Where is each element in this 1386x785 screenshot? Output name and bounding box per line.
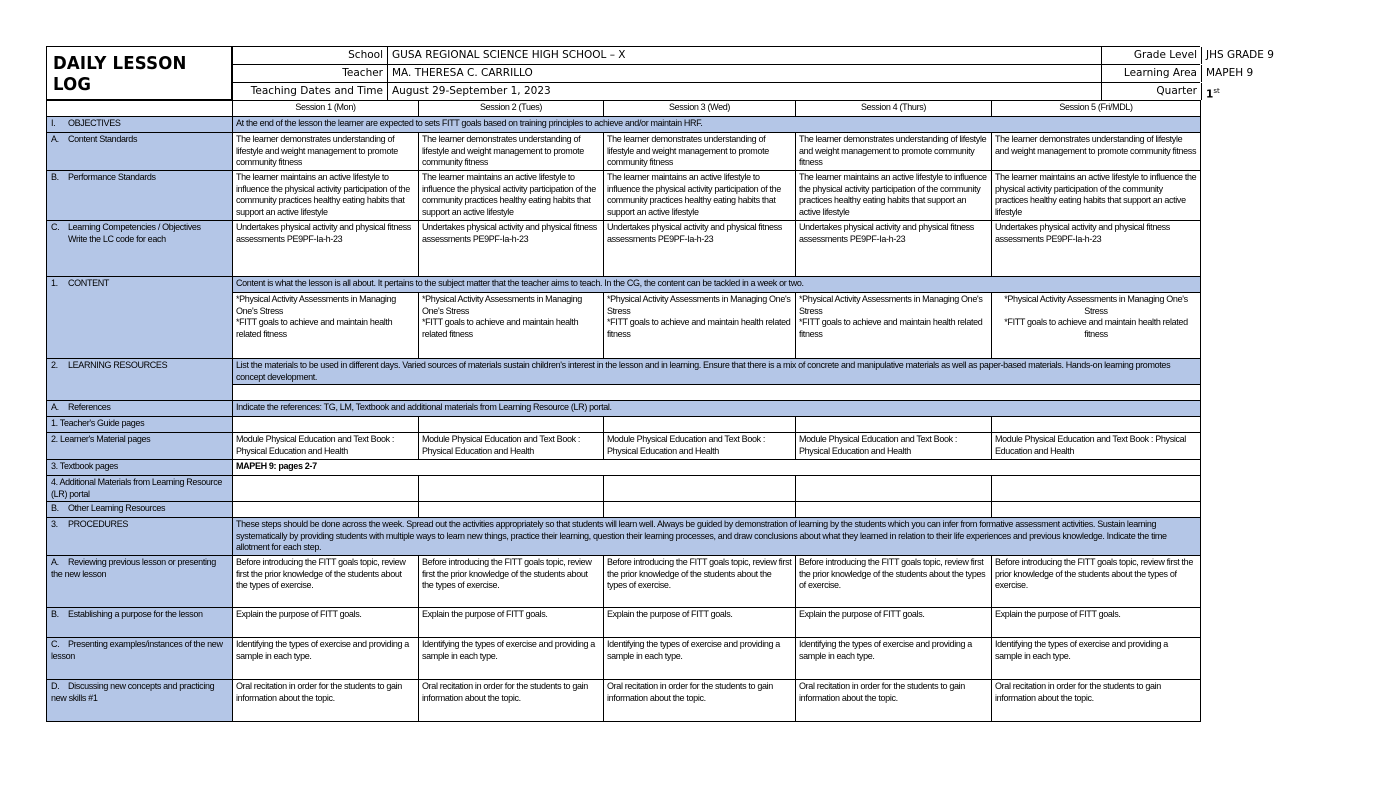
discussing-cell: Oral recitation in order for the students to gain information about the topic. <box>992 680 1201 722</box>
header-row-teacher <box>232 64 1254 82</box>
school-label: School <box>232 47 387 64</box>
grade-level-value: JHS GRADE 9 <box>1201 47 1386 64</box>
content-standard-cell: The learner demonstrates understanding of lifestyle and weight management to promote community fitness <box>796 133 992 171</box>
content-standard-cell: The learner demonstrates understanding of lifestyle and weight management to promote community fitness <box>992 133 1201 171</box>
presenting-cell: Identifying the types of exercise and providing a sample in each type. <box>796 638 992 680</box>
reviewing-cell: Before introducing the FITT goals topic, review first the prior knowledge of the students about the types of exercise. <box>419 556 604 608</box>
blank-cell <box>796 476 992 502</box>
section-number: 2. <box>51 360 58 370</box>
section-number: D. <box>51 681 60 691</box>
competency-cell: Undertakes physical activity and physical fitness assessments PE9PF-Ia-h-23 <box>419 221 604 277</box>
content-topic-cell <box>796 293 992 359</box>
reviewing-row <box>47 556 1201 608</box>
reviewing-cell: Before introducing the FITT goals topic, review first the prior knowledge of the students about the types of exercise. <box>604 556 796 608</box>
content-topic-line: *Physical Activity Assessments in Managing One's Stress <box>607 294 791 316</box>
section-number: A. <box>51 402 59 412</box>
textbook-label: 3. Textbook pages <box>47 460 233 476</box>
competency-cell: Undertakes physical activity and physical fitness assessments PE9PF-Ia-h-23 <box>796 221 992 277</box>
discussing-cell: Oral recitation in order for the students to gain information about the topic. <box>796 680 992 722</box>
blank-cell <box>47 101 233 117</box>
presenting-cell: Identifying the types of exercise and providing a sample in each type. <box>419 638 604 680</box>
teaching-dates-value: August 29-September 1, 2023 <box>387 83 1101 100</box>
purpose-cell: Explain the purpose of FITT goals. <box>796 608 992 638</box>
performance-standards-label <box>47 171 233 221</box>
blank-cell <box>604 417 796 433</box>
reviewing-cell: Before introducing the FITT goals topic, review first the prior knowledge of the students about the types of exercise. <box>796 556 992 608</box>
additional-materials-row <box>47 476 1201 502</box>
content-standard-cell: The learner demonstrates understanding of lifestyle and weight management to promote community fitness <box>233 133 419 171</box>
purpose-cell: Explain the purpose of FITT goals. <box>419 608 604 638</box>
quarter-number: 1 <box>1206 88 1214 101</box>
content-standard-cell: The learner demonstrates understanding of lifestyle and weight management to promote community fitness <box>604 133 796 171</box>
quarter-label: Quarter <box>1101 83 1201 100</box>
learners-material-row <box>47 433 1201 460</box>
content-row <box>47 277 1201 293</box>
teacher-value: MA. THERESA C. CARRILLO <box>387 65 1101 82</box>
section-number: C. <box>51 222 60 232</box>
teacher-label: Teacher <box>232 65 387 82</box>
references-label <box>47 401 233 417</box>
school-value: GUSA REGIONAL SCIENCE HIGH SCHOOL – X <box>387 47 1101 64</box>
section-label: OBJECTIVES <box>68 118 121 128</box>
learners-material-cell: Module Physical Education and Text Book : Physical Education and Health <box>992 433 1201 460</box>
presenting-row <box>47 638 1201 680</box>
references-text: Indicate the references: TG, LM, Textbook and additional materials from Learning Resource (LR) portal. <box>233 401 1201 417</box>
blank-cell <box>233 417 419 433</box>
performance-standard-cell: The learner maintains an active lifestyle to influence the physical activity participation of the community practices healthy eating habits that support an active lifestyle <box>992 171 1201 221</box>
learning-resources-text: List the materials to be used in different days. Varied sources of materials sustain children's interest in the lesson and in learning. Ensure that there is a mix of concrete and manipulative materials as well as paper-based materials. Hands-on learning promotes concept development. <box>233 359 1201 385</box>
procedures-text: These steps should be done across the week. Spread out the activities appropriately so that students will learn well. Always be guided by demonstration of learning by the students which you can infer from formative assessment activities. Sustain learning systematically by providing students with multiple ways to learn new things, practice their learning, question their learning processes, and draw conclusions about what they learned in relation to their life experiences and previous knowledge. Indicate the time allotment for each step. <box>233 518 1201 556</box>
presenting-cell: Identifying the types of exercise and providing a sample in each type. <box>992 638 1201 680</box>
presenting-cell: Identifying the types of exercise and providing a sample in each type. <box>233 638 419 680</box>
section-number: C. <box>51 639 60 649</box>
additional-materials-label: 4. Additional Materials from Learning Resource (LR) portal <box>47 476 233 502</box>
blank-cell <box>419 476 604 502</box>
discussing-cell: Oral recitation in order for the students to gain information about the topic. <box>604 680 796 722</box>
lesson-log-table <box>46 100 1201 722</box>
purpose-label <box>47 608 233 638</box>
learners-material-label: 2. Learner's Material pages <box>47 433 233 460</box>
content-standards-label <box>47 133 233 171</box>
learning-resources-label <box>47 359 233 401</box>
learners-material-cell: Module Physical Education and Text Book : Physical Education and Health <box>604 433 796 460</box>
section-label: Content Standards <box>68 134 138 144</box>
header-row-dates <box>232 82 1220 101</box>
purpose-cell: Explain the purpose of FITT goals. <box>233 608 419 638</box>
section-number: A. <box>51 557 59 567</box>
discussing-cell: Oral recitation in order for the students to gain information about the topic. <box>419 680 604 722</box>
section-number: 1. <box>51 278 58 288</box>
blank-cell <box>992 417 1201 433</box>
blank-cell <box>796 502 992 518</box>
content-topic-cell <box>604 293 796 359</box>
competencies-row <box>47 221 1201 277</box>
section-label: Learning Competencies / Objectives <box>68 222 201 232</box>
procedures-row <box>47 518 1201 556</box>
textbook-row <box>47 460 1201 476</box>
purpose-row <box>47 608 1201 638</box>
learning-area-value: MAPEH 9 <box>1201 65 1386 82</box>
blank-cell <box>233 385 1201 401</box>
content-standards-row <box>47 133 1201 171</box>
learning-resources-row <box>47 359 1201 385</box>
content-text: Content is what the lesson is all about. It pertains to the subject matter that the teacher aims to teach. In the CG, the content can be tackled in a week or two. <box>233 277 1201 293</box>
quarter-value <box>1201 83 1386 100</box>
objectives-row <box>47 117 1201 133</box>
teachers-guide-label: 1. Teacher's Guide pages <box>47 417 233 433</box>
performance-standard-cell: The learner maintains an active lifestyle to influence the physical activity participation of the community practices healthy eating habits that support an active lifestyle <box>604 171 796 221</box>
discussing-row <box>47 680 1201 722</box>
session-header: Session 4 (Thurs) <box>796 101 992 117</box>
session-header: Session 3 (Wed) <box>604 101 796 117</box>
section-number: 3. <box>51 519 58 529</box>
content-topic-cell <box>992 293 1201 359</box>
purpose-cell: Explain the purpose of FITT goals. <box>604 608 796 638</box>
presenting-label <box>47 638 233 680</box>
purpose-cell: Explain the purpose of FITT goals. <box>992 608 1201 638</box>
section-label: Presenting examples/instances of the new lesson <box>51 639 223 661</box>
performance-standards-row <box>47 171 1201 221</box>
learners-material-cell: Module Physical Education and Text Book : Physical Education and Health <box>796 433 992 460</box>
section-label: References <box>68 402 111 412</box>
reviewing-cell: Before introducing the FITT goals topic, review first the prior knowledge of the students about the types of exercise. <box>233 556 419 608</box>
section-label: Establishing a purpose for the lesson <box>68 609 203 619</box>
document-title: DAILY LESSON LOG <box>53 53 187 95</box>
quarter-suffix: st <box>1213 87 1220 95</box>
references-row <box>47 401 1201 417</box>
procedures-label <box>47 518 233 556</box>
content-label <box>47 277 233 359</box>
content-topic-line: *Physical Activity Assessments in Managing One's Stress <box>422 294 582 316</box>
blank-cell <box>419 417 604 433</box>
session-header: Session 1 (Mon) <box>233 101 419 117</box>
content-topic-line: *FITT goals to achieve and maintain health related fitness <box>422 317 579 339</box>
performance-standard-cell: The learner maintains an active lifestyle to influence the physical activity participation of the community practices healthy eating habits that support an active lifestyle <box>233 171 419 221</box>
content-topic-line: *Physical Activity Assessments in Managing One's Stress <box>1004 294 1188 316</box>
content-topic-cell <box>233 293 419 359</box>
competency-cell: Undertakes physical activity and physical fitness assessments PE9PF-Ia-h-23 <box>992 221 1201 277</box>
other-resources-label <box>47 502 233 518</box>
content-topic-line: *Physical Activity Assessments in Managing One's Stress <box>236 294 396 316</box>
objectives-text: At the end of the lesson the learner are expected to sets FITT goals based on training principles to achieve and/or maintain HRF. <box>233 117 1201 133</box>
competency-cell: Undertakes physical activity and physical fitness assessments PE9PF-Ia-h-23 <box>233 221 419 277</box>
reviewing-cell: Before introducing the FITT goals topic, review first the prior knowledge of the students about the types of exercise. <box>992 556 1201 608</box>
section-label: Discussing new concepts and practicing new skills #1 <box>51 681 215 703</box>
objectives-label <box>47 117 233 133</box>
content-topic-cell <box>419 293 604 359</box>
section-number: A. <box>51 134 59 144</box>
session-header: Session 2 (Tues) <box>419 101 604 117</box>
content-standard-cell: The learner demonstrates understanding of lifestyle and weight management to promote community fitness <box>419 133 604 171</box>
section-number: I. <box>51 118 56 128</box>
section-number: B. <box>51 172 59 182</box>
performance-standard-cell: The learner maintains an active lifestyle to influence the physical activity participation of the community practices healthy eating habits that support an active lifestyle <box>796 171 992 221</box>
content-topic-line: *FITT goals to achieve and maintain health related fitness <box>1004 317 1188 339</box>
grade-level-label: Grade Level <box>1101 47 1201 64</box>
header-row-school <box>232 46 1274 64</box>
blank-cell <box>992 476 1201 502</box>
presenting-cell: Identifying the types of exercise and providing a sample in each type. <box>604 638 796 680</box>
blank-cell <box>233 502 419 518</box>
lesson-log-header <box>46 46 1274 101</box>
other-resources-row <box>47 502 1201 518</box>
session-header: Session 5 (Fri/MDL) <box>992 101 1201 117</box>
learning-area-label: Learning Area <box>1101 65 1201 82</box>
session-header-row <box>47 101 1201 117</box>
section-number: B. <box>51 503 59 513</box>
section-label: Other Learning Resources <box>68 503 166 513</box>
learners-material-cell: Module Physical Education and Text Book : Physical Education and Health <box>419 433 604 460</box>
competency-cell: Undertakes physical activity and physical fitness assessments PE9PF-Ia-h-23 <box>604 221 796 277</box>
section-sublabel: Write the LC code for each <box>68 233 166 244</box>
discussing-label <box>47 680 233 722</box>
content-topic-line: *FITT goals to achieve and maintain health related fitness <box>236 317 393 339</box>
document-title-box <box>46 46 232 100</box>
section-label: Reviewing previous lesson or presenting the new lesson <box>51 557 216 579</box>
teaching-dates-label: Teaching Dates and Time <box>232 83 387 100</box>
competencies-label <box>47 221 233 277</box>
teachers-guide-row <box>47 417 1201 433</box>
section-label: PROCEDURES <box>68 519 129 529</box>
blank-cell <box>604 502 796 518</box>
reviewing-label <box>47 556 233 608</box>
section-label: CONTENT <box>68 278 110 288</box>
discussing-cell: Oral recitation in order for the students to gain information about the topic. <box>233 680 419 722</box>
blank-cell <box>992 502 1201 518</box>
performance-standard-cell: The learner maintains an active lifestyle to influence the physical activity participation of the community practices healthy eating habits that support an active lifestyle <box>419 171 604 221</box>
blank-cell <box>796 417 992 433</box>
content-topic-line: *Physical Activity Assessments in Managing One's Stress <box>799 294 983 316</box>
section-label: Performance Standards <box>68 172 156 182</box>
section-number: B. <box>51 609 59 619</box>
blank-cell <box>419 502 604 518</box>
section-label: LEARNING RESOURCES <box>68 360 168 370</box>
content-topic-line: *FITT goals to achieve and maintain health related fitness <box>799 317 983 339</box>
content-topic-line: *FITT goals to achieve and maintain health related fitness <box>607 317 791 339</box>
learners-material-cell: Module Physical Education and Text Book : Physical Education and Health <box>233 433 419 460</box>
blank-cell <box>604 476 796 502</box>
blank-cell <box>233 476 419 502</box>
textbook-pages: MAPEH 9: pages 2-7 <box>233 460 1201 476</box>
